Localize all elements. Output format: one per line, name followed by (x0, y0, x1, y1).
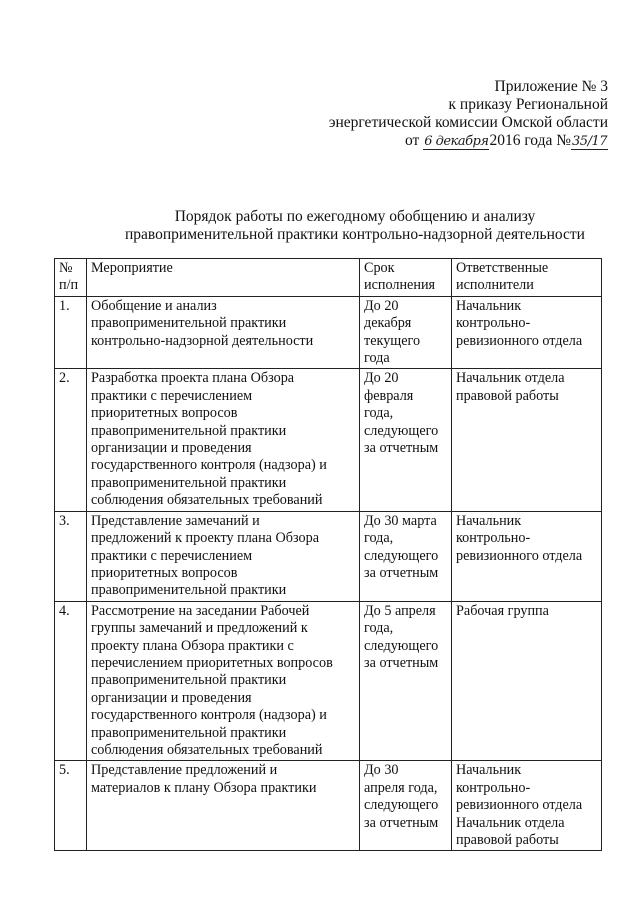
row-num: 4. (55, 601, 87, 761)
row-responsible: Начальник контрольно- ревизионного отдела (452, 296, 602, 369)
handwritten-order-number: 35/17 (572, 134, 607, 149)
handwritten-date: 6 декабря (424, 134, 489, 149)
date-prefix: от (405, 132, 420, 149)
row-event: Представление предложений и материалов к плану Обзора практики (87, 761, 360, 851)
title-line-1: Порядок работы по ежегодному обобщению и анализу (174, 208, 536, 225)
row-deadline: До 30 апреля года, следующего за отчетным (360, 761, 452, 851)
table-row (55, 296, 602, 369)
header-deadline: Срок исполнения (360, 259, 452, 297)
row-event: Рассмотрение на заседании Рабочей группы замечаний и предложений к проекту плана Обзора практики с перечислением приоритетных вопросов правоприменительной практики организации и проведения государственного контроля (надзора) и правоприменительной практики соблюдения обязательных требований (87, 601, 360, 761)
row-event: Представление замечаний и предложений к проекту плана Обзора практики с перечислением приоритетных вопросов правоприменительной практики (87, 511, 360, 601)
header-num: № п/п (55, 259, 87, 297)
table-row (55, 511, 602, 601)
table-row (55, 601, 602, 761)
row-deadline: До 5 апреля года, следующего за отчетным (360, 601, 452, 761)
appendix-number: Приложение № 3 (494, 78, 608, 95)
table-row (55, 761, 602, 851)
row-deadline: До 20 декабря текущего года (360, 296, 452, 369)
row-num: 2. (55, 369, 87, 511)
row-event: Разработка проекта плана Обзора практики с перечислением приоритетных вопросов правоприменительной практики организации и проведения государственного контроля (надзора) и правоприменительной практики соблюдения обязательных требований (87, 369, 360, 511)
header-event: Мероприятие (87, 259, 360, 297)
commission-name: энергетической комиссии Омской области (328, 114, 608, 131)
row-event: Обобщение и анализ правоприменительной практики контрольно-надзорной деятельности (87, 296, 360, 369)
appendix-header (329, 78, 608, 150)
work-plan-table (54, 258, 602, 851)
table-header-row (55, 259, 602, 297)
header-responsible: Ответственные исполнители (452, 259, 602, 297)
document-title (0, 208, 640, 244)
row-deadline: До 30 марта года, следующего за отчетным (360, 511, 452, 601)
date-year-label: 2016 года № (489, 132, 572, 149)
row-num: 3. (55, 511, 87, 601)
title-line-2: правоприменительной практики контрольно-надзорной деятельности (125, 226, 585, 243)
table-row (55, 369, 602, 511)
order-reference: к приказу Региональной (448, 96, 608, 113)
row-responsible: Начальник отдела правовой работы (452, 369, 602, 511)
order-date-line (329, 132, 608, 150)
row-responsible: Начальник контрольно- ревизионного отдела Начальник отдела правовой работы (452, 761, 602, 851)
row-num: 5. (55, 761, 87, 851)
row-responsible: Начальник контрольно- ревизионного отдела (452, 511, 602, 601)
row-num: 1. (55, 296, 87, 369)
row-deadline: До 20 февраля года, следующего за отчетным (360, 369, 452, 511)
row-responsible: Рабочая группа (452, 601, 602, 761)
